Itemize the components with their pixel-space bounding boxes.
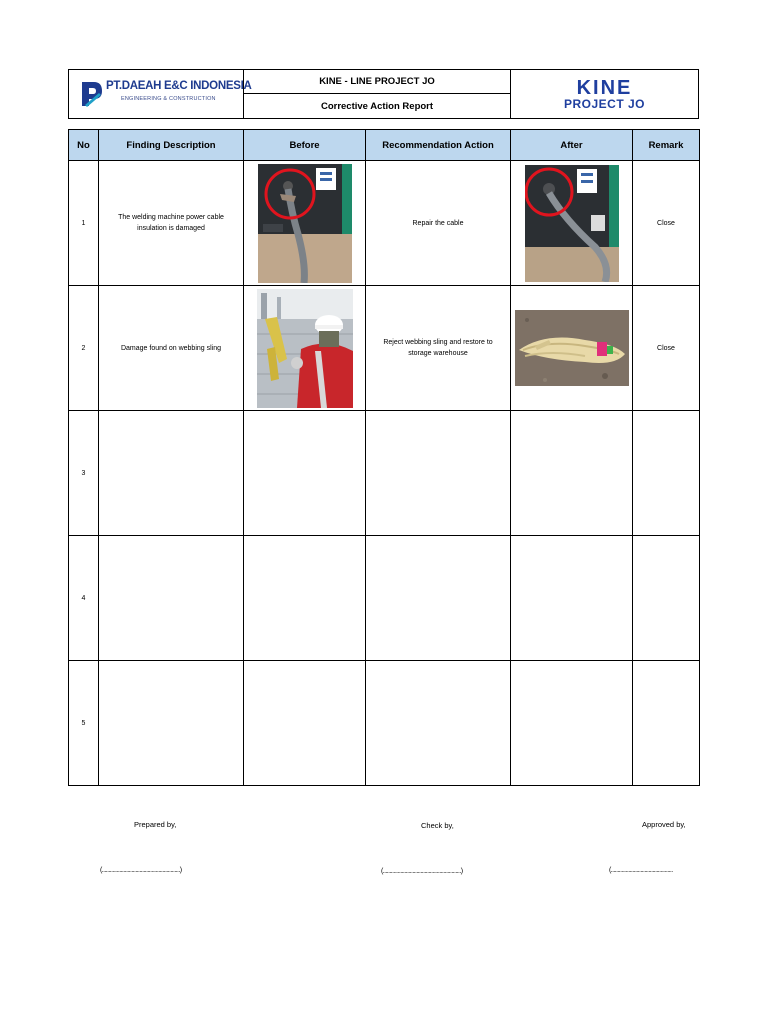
- table-row: [69, 411, 700, 536]
- row-number: 1: [69, 161, 99, 286]
- company-subtitle: ENGINEERING & CONSTRUCTION: [121, 96, 216, 102]
- prepared-by-signature-line: (..........................................................): [100, 867, 182, 874]
- company-logo-icon: [80, 79, 104, 109]
- before-photo-cell: [244, 286, 366, 411]
- remark: [633, 411, 700, 536]
- row-number: 3: [69, 411, 99, 536]
- table-row: [69, 286, 700, 411]
- after-photo-cell: [511, 161, 633, 286]
- finding-description: The welding machine power cable insulation is damaged: [99, 161, 244, 286]
- before-photo-cell: [244, 536, 366, 661]
- recommendation-action: Repair the cable: [366, 161, 511, 286]
- recommendation-action: [366, 661, 511, 786]
- report-title: Corrective Action Report: [320, 100, 434, 112]
- remark: Close: [633, 286, 700, 411]
- before-photo-cell: [244, 661, 366, 786]
- company-name: PT.DAEAH E&C INDONESIA: [106, 80, 252, 92]
- after-photo-cell: [511, 536, 633, 661]
- webbing-sling-on-ground-photo: [515, 310, 629, 386]
- remark: [633, 661, 700, 786]
- before-photo-cell: [244, 161, 366, 286]
- table-header-row: [69, 130, 700, 161]
- remark: [633, 536, 700, 661]
- col-header-remark: Remark: [633, 130, 700, 161]
- project-logo-line1: KINE: [576, 76, 633, 99]
- prepared-by-label: Prepared by,: [134, 820, 177, 829]
- approved-by-label: Approved by,: [642, 820, 686, 829]
- check-by-signature-line: (..........................................................): [381, 868, 463, 875]
- company-logo-cell: [69, 70, 252, 118]
- recommendation-action: Reject webbing sling and restore to storage warehouse: [366, 286, 511, 411]
- recommendation-action: [366, 411, 511, 536]
- table-row: [69, 161, 700, 286]
- welding-machine-cable-repaired-photo: [525, 165, 619, 282]
- remark: Close: [633, 161, 700, 286]
- col-header-before: Before: [244, 130, 366, 161]
- report-header: [68, 69, 699, 119]
- col-header-action: Recommendation Action: [366, 130, 511, 161]
- row-number: 5: [69, 661, 99, 786]
- after-photo-cell: [511, 411, 633, 536]
- title-cell: [244, 70, 511, 118]
- col-header-no: No: [69, 130, 99, 161]
- row-number: 4: [69, 536, 99, 661]
- project-logo: [511, 70, 698, 118]
- check-by-label: Check by,: [421, 821, 454, 830]
- welding-machine-cable-damaged-photo: [258, 164, 352, 283]
- finding-description: Damage found on webbing sling: [99, 286, 244, 411]
- before-photo-cell: [244, 411, 366, 536]
- row-number: 2: [69, 286, 99, 411]
- after-photo-cell: [511, 661, 633, 786]
- table-row: [69, 661, 700, 786]
- approved-by-signature-line: (..............................................: [609, 867, 673, 874]
- table-row: [69, 536, 700, 661]
- col-header-after: After: [511, 130, 633, 161]
- finding-description: [99, 661, 244, 786]
- finding-description: [99, 411, 244, 536]
- worker-holding-webbing-sling-photo: [257, 289, 353, 408]
- project-title: KINE - LINE PROJECT JO: [244, 70, 510, 94]
- corrective-action-table: [68, 129, 700, 786]
- recommendation-action: [366, 536, 511, 661]
- after-photo-cell: [511, 286, 633, 411]
- col-header-finding: Finding Description: [99, 130, 244, 161]
- finding-description: [99, 536, 244, 661]
- project-logo-line2: PROJECT JO: [563, 96, 646, 111]
